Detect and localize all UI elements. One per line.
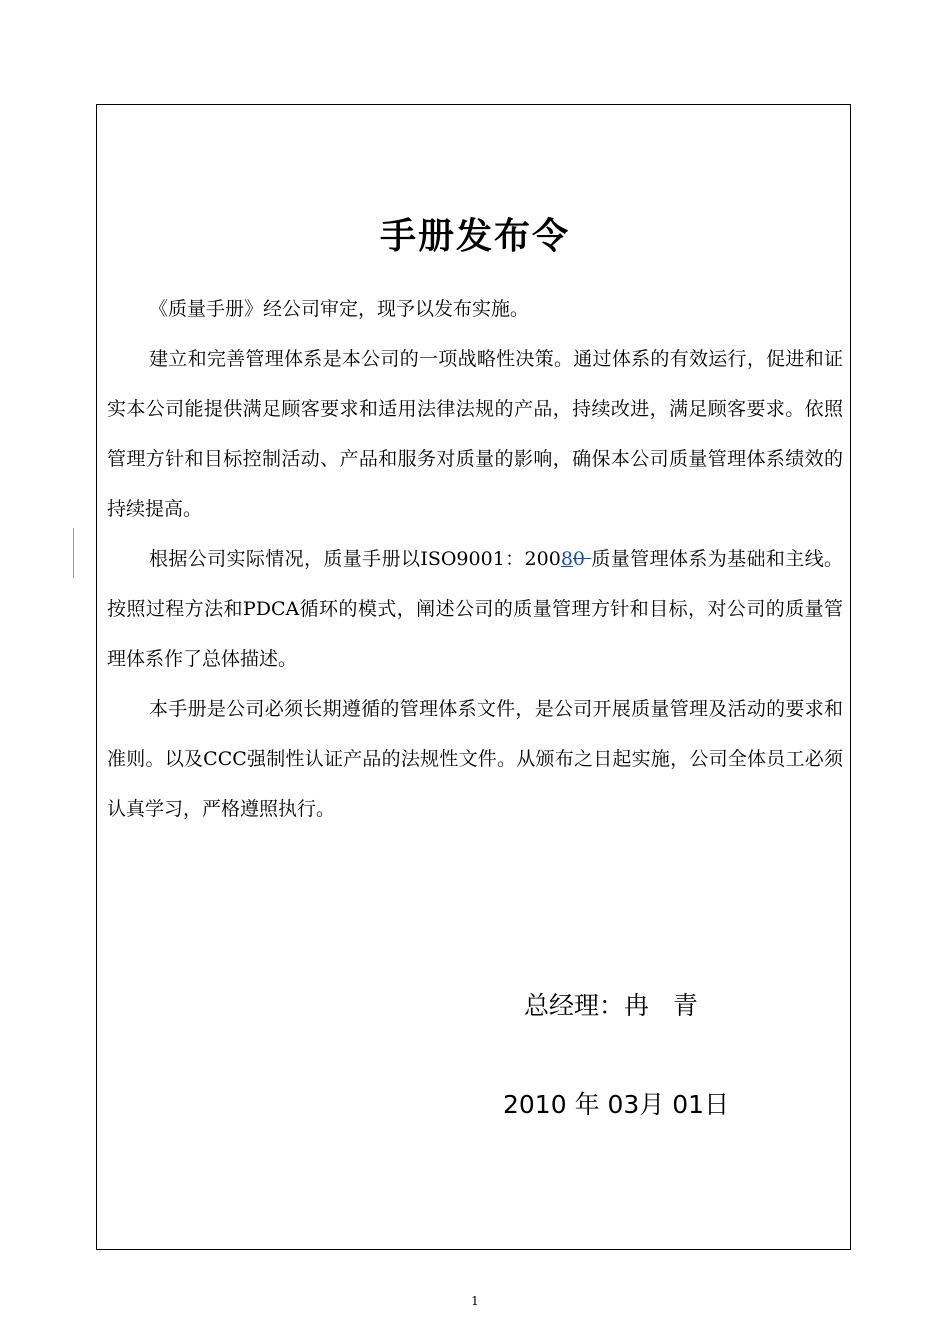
- page-number: 1: [471, 1294, 479, 1308]
- paragraph-basis-text-before: 根据公司实际情况，质量手册以ISO9001：200: [149, 548, 561, 570]
- revision-inserted-text: 8: [560, 548, 573, 570]
- document-body: [107, 284, 843, 834]
- signature-line: 总经理：冉 青: [524, 991, 698, 1020]
- paragraph-basis-text-after: 质量管理体系为基础和主线。按照过程方法和PDCA循环的模式，阐述公司的质量管理方针和目标，对公司的质量管理体系作了总体描述。: [107, 548, 843, 670]
- paragraph-basis: [107, 534, 843, 684]
- paragraph-compliance: 本手册是公司必须长期遵循的管理体系文件，是公司开展质量管理及活动的要求和准则。以及CCC强制性认证产品的法规性文件。从颁布之日起实施，公司全体员工必须认真学习，严格遵照执行。: [107, 698, 843, 820]
- paragraph-strategy: 建立和完善管理体系是本公司的一项战略性决策。通过体系的有效运行，促进和证实本公司能提供满足顾客要求和适用法律法规的产品，持续改进，满足顾客要求。依照管理方针和目标控制活动、产品和服务对质量的影响，确保本公司质量管理体系绩效的持续提高。: [107, 348, 843, 520]
- revision-deleted-text: 0: [572, 548, 592, 570]
- document-title: 手册发布令: [379, 216, 570, 257]
- issue-date: 2010 年 03月 01日: [503, 1090, 730, 1119]
- revision-change-bar: [73, 528, 74, 578]
- paragraph-release: 《质量手册》经公司审定，现予以发布实施。: [149, 298, 530, 320]
